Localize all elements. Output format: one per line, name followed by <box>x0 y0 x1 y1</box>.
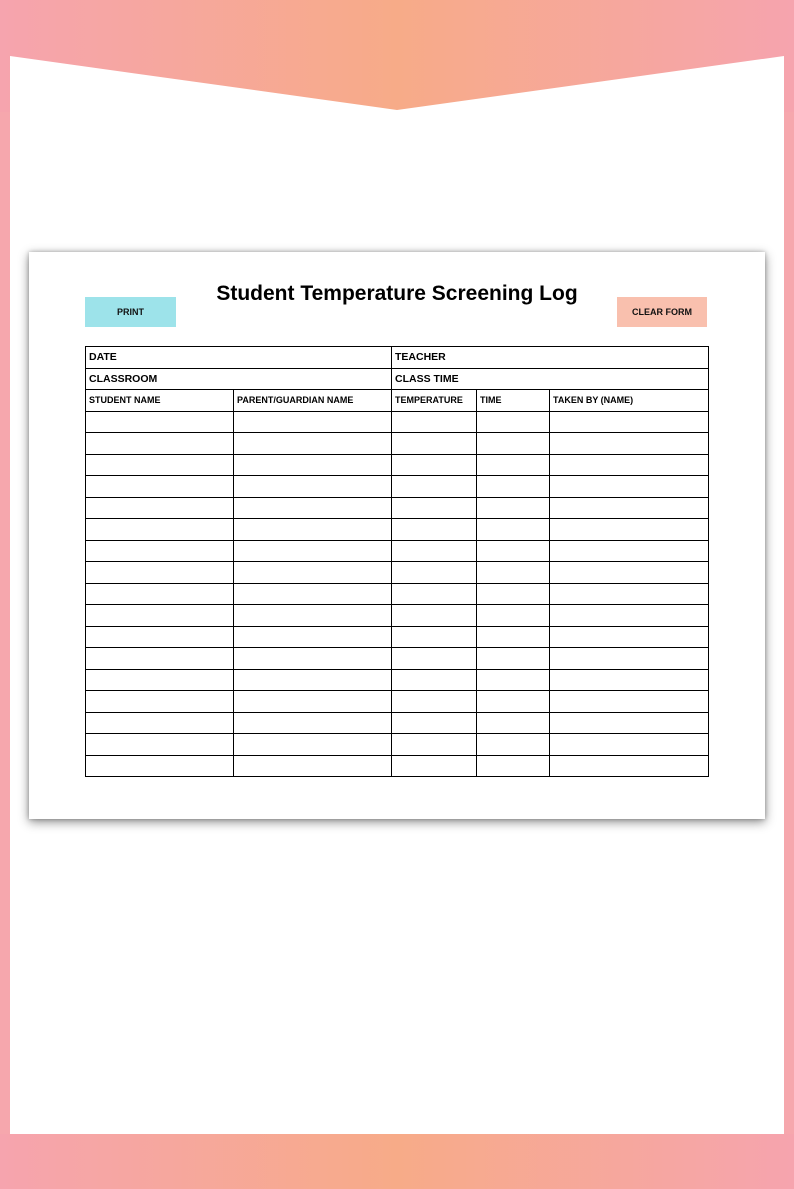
classroom-field[interactable]: CLASSROOM <box>86 368 392 390</box>
parent-guardian-name-cell[interactable] <box>234 519 392 541</box>
temperature-cell[interactable] <box>392 755 477 777</box>
parent-guardian-name-cell[interactable] <box>234 540 392 562</box>
student-name-cell[interactable] <box>86 476 234 498</box>
student-name-cell[interactable] <box>86 669 234 691</box>
taken-by-cell[interactable] <box>550 712 709 734</box>
parent-guardian-name-cell[interactable] <box>234 691 392 713</box>
date-field[interactable]: DATE <box>86 347 392 369</box>
time-cell[interactable] <box>477 605 550 627</box>
time-cell[interactable] <box>477 734 550 756</box>
parent-guardian-name-cell[interactable] <box>234 712 392 734</box>
taken-by-cell[interactable] <box>550 433 709 455</box>
parent-guardian-name-cell[interactable] <box>234 476 392 498</box>
taken-by-cell[interactable] <box>550 669 709 691</box>
time-cell[interactable] <box>477 454 550 476</box>
student-name-cell[interactable] <box>86 433 234 455</box>
parent-guardian-name-cell[interactable] <box>234 626 392 648</box>
student-name-cell[interactable] <box>86 712 234 734</box>
header-row-date-teacher <box>86 347 709 369</box>
table-row <box>86 454 709 476</box>
temperature-cell[interactable] <box>392 691 477 713</box>
time-cell[interactable] <box>477 669 550 691</box>
column-header-parent-guardian-name: PARENT/GUARDIAN NAME <box>234 390 392 412</box>
taken-by-cell[interactable] <box>550 734 709 756</box>
taken-by-cell[interactable] <box>550 605 709 627</box>
column-header-row <box>86 390 709 412</box>
student-name-cell[interactable] <box>86 540 234 562</box>
parent-guardian-name-cell[interactable] <box>234 648 392 670</box>
parent-guardian-name-cell[interactable] <box>234 755 392 777</box>
taken-by-cell[interactable] <box>550 476 709 498</box>
parent-guardian-name-cell[interactable] <box>234 454 392 476</box>
taken-by-cell[interactable] <box>550 691 709 713</box>
table-row <box>86 755 709 777</box>
decorative-frame-bottom <box>0 1134 794 1189</box>
table-row <box>86 497 709 519</box>
time-cell[interactable] <box>477 583 550 605</box>
time-cell[interactable] <box>477 562 550 584</box>
taken-by-cell[interactable] <box>550 454 709 476</box>
temperature-cell[interactable] <box>392 583 477 605</box>
parent-guardian-name-cell[interactable] <box>234 433 392 455</box>
student-name-cell[interactable] <box>86 626 234 648</box>
temperature-cell[interactable] <box>392 712 477 734</box>
time-cell[interactable] <box>477 712 550 734</box>
spreadsheet-form <box>29 252 765 819</box>
column-header-time: TIME <box>477 390 550 412</box>
parent-guardian-name-cell[interactable] <box>234 669 392 691</box>
temperature-cell[interactable] <box>392 411 477 433</box>
taken-by-cell[interactable] <box>550 626 709 648</box>
table-row <box>86 540 709 562</box>
temperature-cell[interactable] <box>392 734 477 756</box>
taken-by-cell[interactable] <box>550 755 709 777</box>
temperature-cell[interactable] <box>392 562 477 584</box>
print-button[interactable]: PRINT <box>85 297 176 327</box>
student-name-cell[interactable] <box>86 562 234 584</box>
temperature-cell[interactable] <box>392 519 477 541</box>
column-header-student-name: STUDENT NAME <box>86 390 234 412</box>
temperature-cell[interactable] <box>392 626 477 648</box>
table-row <box>86 648 709 670</box>
taken-by-cell[interactable] <box>550 583 709 605</box>
screening-log-table <box>85 346 709 777</box>
clear-form-button[interactable]: CLEAR FORM <box>617 297 707 327</box>
taken-by-cell[interactable] <box>550 411 709 433</box>
time-cell[interactable] <box>477 497 550 519</box>
student-name-cell[interactable] <box>86 605 234 627</box>
student-name-cell[interactable] <box>86 691 234 713</box>
taken-by-cell[interactable] <box>550 540 709 562</box>
student-name-cell[interactable] <box>86 755 234 777</box>
parent-guardian-name-cell[interactable] <box>234 411 392 433</box>
column-header-taken-by: TAKEN BY (NAME) <box>550 390 709 412</box>
temperature-cell[interactable] <box>392 433 477 455</box>
table-row <box>86 476 709 498</box>
time-cell[interactable] <box>477 433 550 455</box>
taken-by-cell[interactable] <box>550 519 709 541</box>
table-row <box>86 433 709 455</box>
table-row <box>86 626 709 648</box>
student-name-cell[interactable] <box>86 734 234 756</box>
table-row <box>86 712 709 734</box>
parent-guardian-name-cell[interactable] <box>234 583 392 605</box>
student-name-cell[interactable] <box>86 648 234 670</box>
parent-guardian-name-cell[interactable] <box>234 497 392 519</box>
teacher-field[interactable]: TEACHER <box>392 347 709 369</box>
class-time-field[interactable]: CLASS TIME <box>392 368 709 390</box>
time-cell[interactable] <box>477 540 550 562</box>
temperature-cell[interactable] <box>392 497 477 519</box>
time-cell[interactable] <box>477 519 550 541</box>
time-cell[interactable] <box>477 411 550 433</box>
table-row <box>86 562 709 584</box>
student-name-cell[interactable] <box>86 519 234 541</box>
parent-guardian-name-cell[interactable] <box>234 562 392 584</box>
table-row <box>86 691 709 713</box>
parent-guardian-name-cell[interactable] <box>234 734 392 756</box>
table-row <box>86 734 709 756</box>
table-row <box>86 669 709 691</box>
parent-guardian-name-cell[interactable] <box>234 605 392 627</box>
taken-by-cell[interactable] <box>550 562 709 584</box>
page-title: Student Temperature Screening Log <box>216 282 578 305</box>
table-row <box>86 605 709 627</box>
temperature-cell[interactable] <box>392 669 477 691</box>
time-cell[interactable] <box>477 691 550 713</box>
time-cell[interactable] <box>477 476 550 498</box>
column-header-temperature: TEMPERATURE <box>392 390 477 412</box>
temperature-cell[interactable] <box>392 454 477 476</box>
time-cell[interactable] <box>477 755 550 777</box>
header-row-classroom-time <box>86 368 709 390</box>
student-name-cell[interactable] <box>86 454 234 476</box>
time-cell[interactable] <box>477 626 550 648</box>
taken-by-cell[interactable] <box>550 648 709 670</box>
time-cell[interactable] <box>477 648 550 670</box>
temperature-cell[interactable] <box>392 540 477 562</box>
temperature-cell[interactable] <box>392 648 477 670</box>
table-row <box>86 519 709 541</box>
taken-by-cell[interactable] <box>550 497 709 519</box>
temperature-cell[interactable] <box>392 605 477 627</box>
student-name-cell[interactable] <box>86 583 234 605</box>
student-name-cell[interactable] <box>86 497 234 519</box>
student-name-cell[interactable] <box>86 411 234 433</box>
table-row <box>86 411 709 433</box>
temperature-cell[interactable] <box>392 476 477 498</box>
table-row <box>86 583 709 605</box>
